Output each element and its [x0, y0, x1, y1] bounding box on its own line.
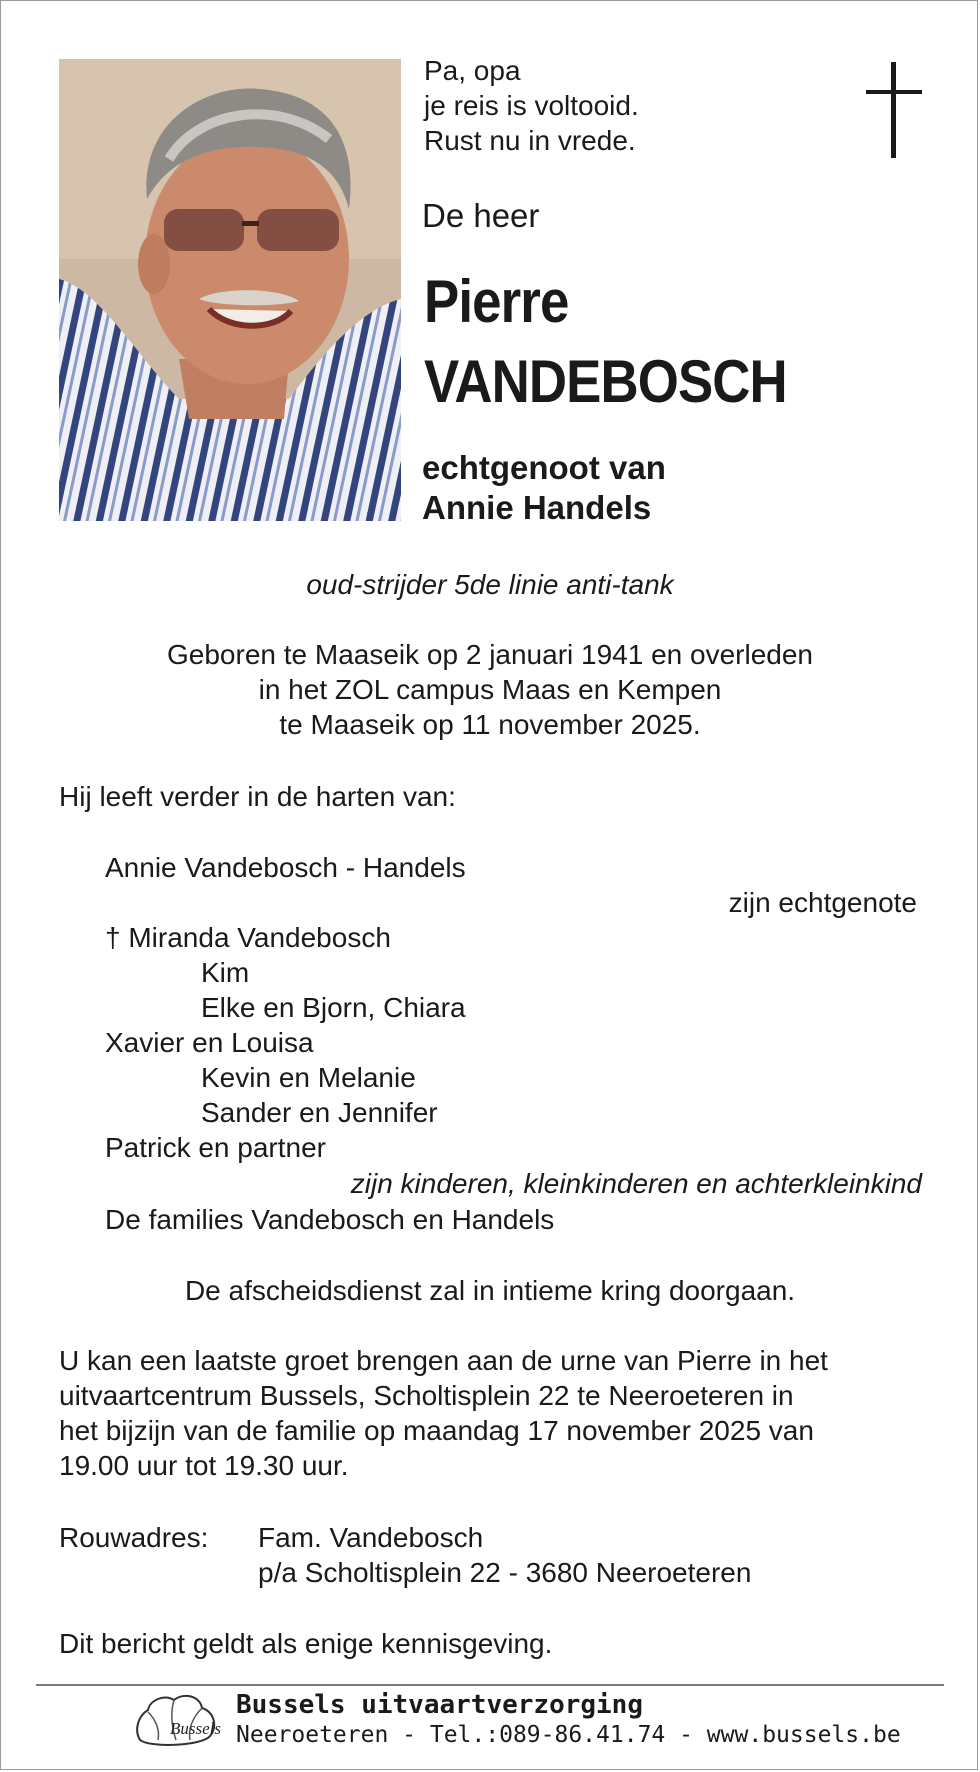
address-label: Rouwadres: [59, 1522, 209, 1553]
birth-death-line: in het ZOL campus Maas en Kempen [258, 674, 722, 705]
verse-line: Pa, opa [424, 55, 521, 86]
survivor-grandchild: Elke en Bjorn, Chiara [201, 992, 466, 1023]
visit-line: het bijzijn van de familie op maandag 17 november 2025 van [59, 1415, 814, 1446]
survivor-child: Xavier en Louisa [105, 1027, 314, 1058]
survivor-families: De families Vandebosch en Handels [105, 1204, 555, 1235]
footer-divider [36, 1684, 944, 1686]
veteran-note: oud-strijder 5de linie anti-tank [306, 569, 674, 600]
visit-line: U kan een laatste groet brengen aan de urne van Pierre in het [59, 1345, 828, 1376]
spouse-intro: echtgenoot van [422, 449, 666, 486]
bussels-logo [130, 1690, 222, 1752]
ceremony-note: De afscheidsdienst zal in intieme kring doorgaan. [184, 1275, 796, 1306]
survivor-wife: Annie Vandebosch - Handels [105, 852, 466, 883]
survivor-child: † Miranda Vandebosch [105, 922, 391, 953]
svg-text:Bussels: Bussels [170, 1719, 221, 1738]
address-line: p/a Scholtisplein 22 - 3680 Neeroeteren [258, 1557, 752, 1588]
address-line: Fam. Vandebosch [258, 1522, 484, 1553]
verse-line: Rust nu in vrede. [424, 125, 636, 156]
wife-role: zijn echtgenote [728, 887, 917, 918]
survivor-grandchild: Kevin en Melanie [201, 1062, 416, 1093]
title-prefix: De heer [422, 197, 540, 234]
visit-line: 19.00 uur tot 19.30 uur. [59, 1450, 349, 1481]
visit-line: uitvaartcentrum Bussels, Scholtisplein 22 te Neeroeteren in [59, 1380, 794, 1411]
portrait-photo [59, 59, 401, 521]
first-name: Pierre [424, 268, 569, 335]
survivor-child: Patrick en partner [105, 1132, 326, 1163]
notice-text: Dit bericht geldt als enige kennisgeving. [59, 1628, 553, 1659]
last-name: VANDEBOSCH [424, 348, 787, 415]
footer-contact: Neeroeteren - Tel.:089-86.41.74 - www.bussels.be [236, 1722, 901, 1748]
birth-death-line: Geboren te Maaseik op 2 januari 1941 en overleden [167, 639, 813, 670]
footer-company: Bussels uitvaartverzorging [236, 1690, 643, 1720]
survivor-grandchild: Sander en Jennifer [201, 1097, 438, 1128]
children-role: zijn kinderen, kleinkinderen en achterkleinkind [350, 1168, 922, 1199]
survivor-grandchild: Kim [201, 957, 250, 988]
spouse-name: Annie Handels [422, 489, 652, 526]
survivors-intro: Hij leeft verder in de harten van: [59, 781, 456, 812]
birth-death-line: te Maaseik op 11 november 2025. [279, 709, 701, 740]
verse-line: je reis is voltooid. [424, 90, 639, 121]
cross-icon [866, 62, 922, 158]
